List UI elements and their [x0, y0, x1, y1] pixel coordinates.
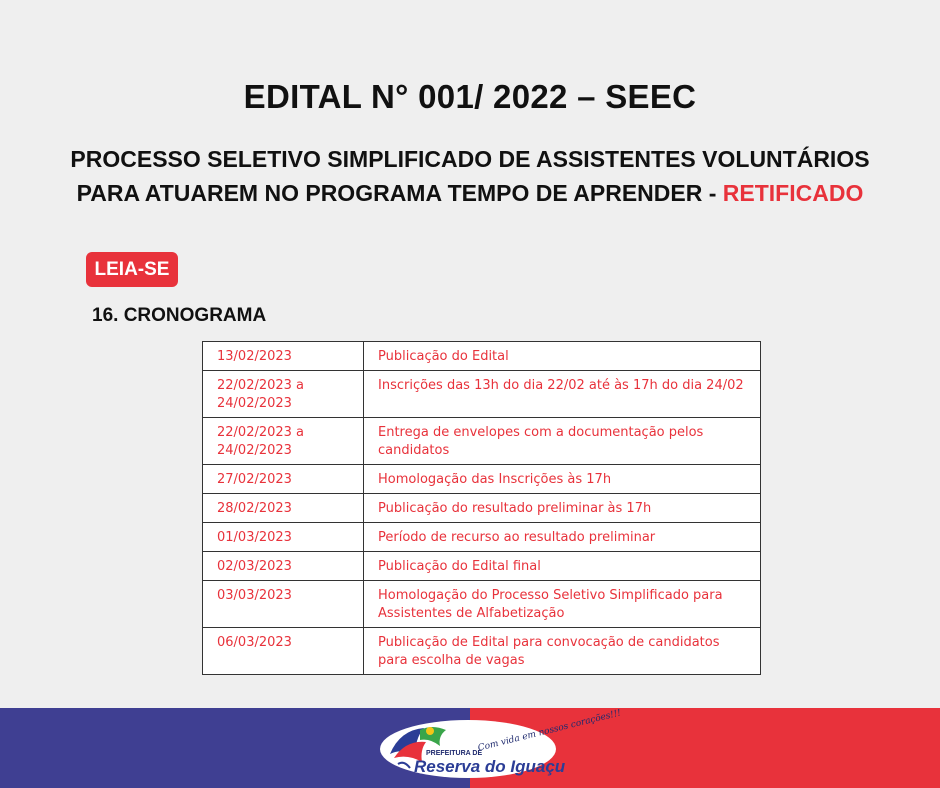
- prefeitura-logo: [380, 708, 623, 780]
- page-title: EDITAL N° 001/ 2022 – SEEC: [243, 78, 697, 115]
- row-event: Inscrições das 13h do dia 22/02 até às 17h do dia 24/02: [364, 371, 761, 418]
- row-date: 13/02/2023: [203, 342, 364, 371]
- section-heading: 16. CRONOGRAMA: [92, 305, 267, 326]
- table-row: [203, 552, 761, 581]
- row-event: Homologação das Inscrições às 17h: [364, 465, 761, 494]
- row-date: 06/03/2023: [203, 628, 364, 675]
- row-date: 28/02/2023: [203, 494, 364, 523]
- table-row: [203, 371, 761, 418]
- table-row: [203, 523, 761, 552]
- page-subtitle: [70, 142, 870, 210]
- table-row: [203, 465, 761, 494]
- row-event: Publicação do resultado preliminar às 17h: [364, 494, 761, 523]
- row-date: 03/03/2023: [203, 581, 364, 628]
- logo-city-name: Reserva do Iguaçu: [414, 757, 566, 776]
- logo-slogan: Com vida em nossos corações!!!: [476, 708, 623, 754]
- row-event: Homologação do Processo Seletivo Simplificado para Assistentes de Alfabetização: [364, 581, 761, 628]
- table-row: [203, 342, 761, 371]
- row-event: Período de recurso ao resultado preliminar: [364, 523, 761, 552]
- row-event: Publicação de Edital para convocação de candidatos para escolha de vagas: [364, 628, 761, 675]
- row-event: Entrega de envelopes com a documentação pelos candidatos: [364, 418, 761, 465]
- row-date: 22/02/2023 a 24/02/2023: [203, 418, 364, 465]
- leia-se-badge: LEIA-SE: [86, 252, 178, 287]
- row-event: Publicação do Edital: [364, 342, 761, 371]
- row-date: 02/03/2023: [203, 552, 364, 581]
- row-date: 27/02/2023: [203, 465, 364, 494]
- row-date: 22/02/2023 a 24/02/2023: [203, 371, 364, 418]
- table-row: [203, 628, 761, 675]
- table-row: [203, 494, 761, 523]
- table-row: [203, 581, 761, 628]
- schedule-table: [202, 341, 761, 675]
- subtitle-retificado: RETIFICADO: [722, 180, 864, 206]
- table-row: [203, 418, 761, 465]
- row-event: Publicação do Edital final: [364, 552, 761, 581]
- logo-prefeitura-label: PREFEITURA DE: [426, 750, 483, 757]
- subtitle-main: PROCESSO SELETIVO SIMPLIFICADO DE ASSISTENTES VOLUNTÁRIOS PARA ATUAREM NO PROGRAMA TEMPO DE APRENDER -: [70, 146, 870, 206]
- row-date: 01/03/2023: [203, 523, 364, 552]
